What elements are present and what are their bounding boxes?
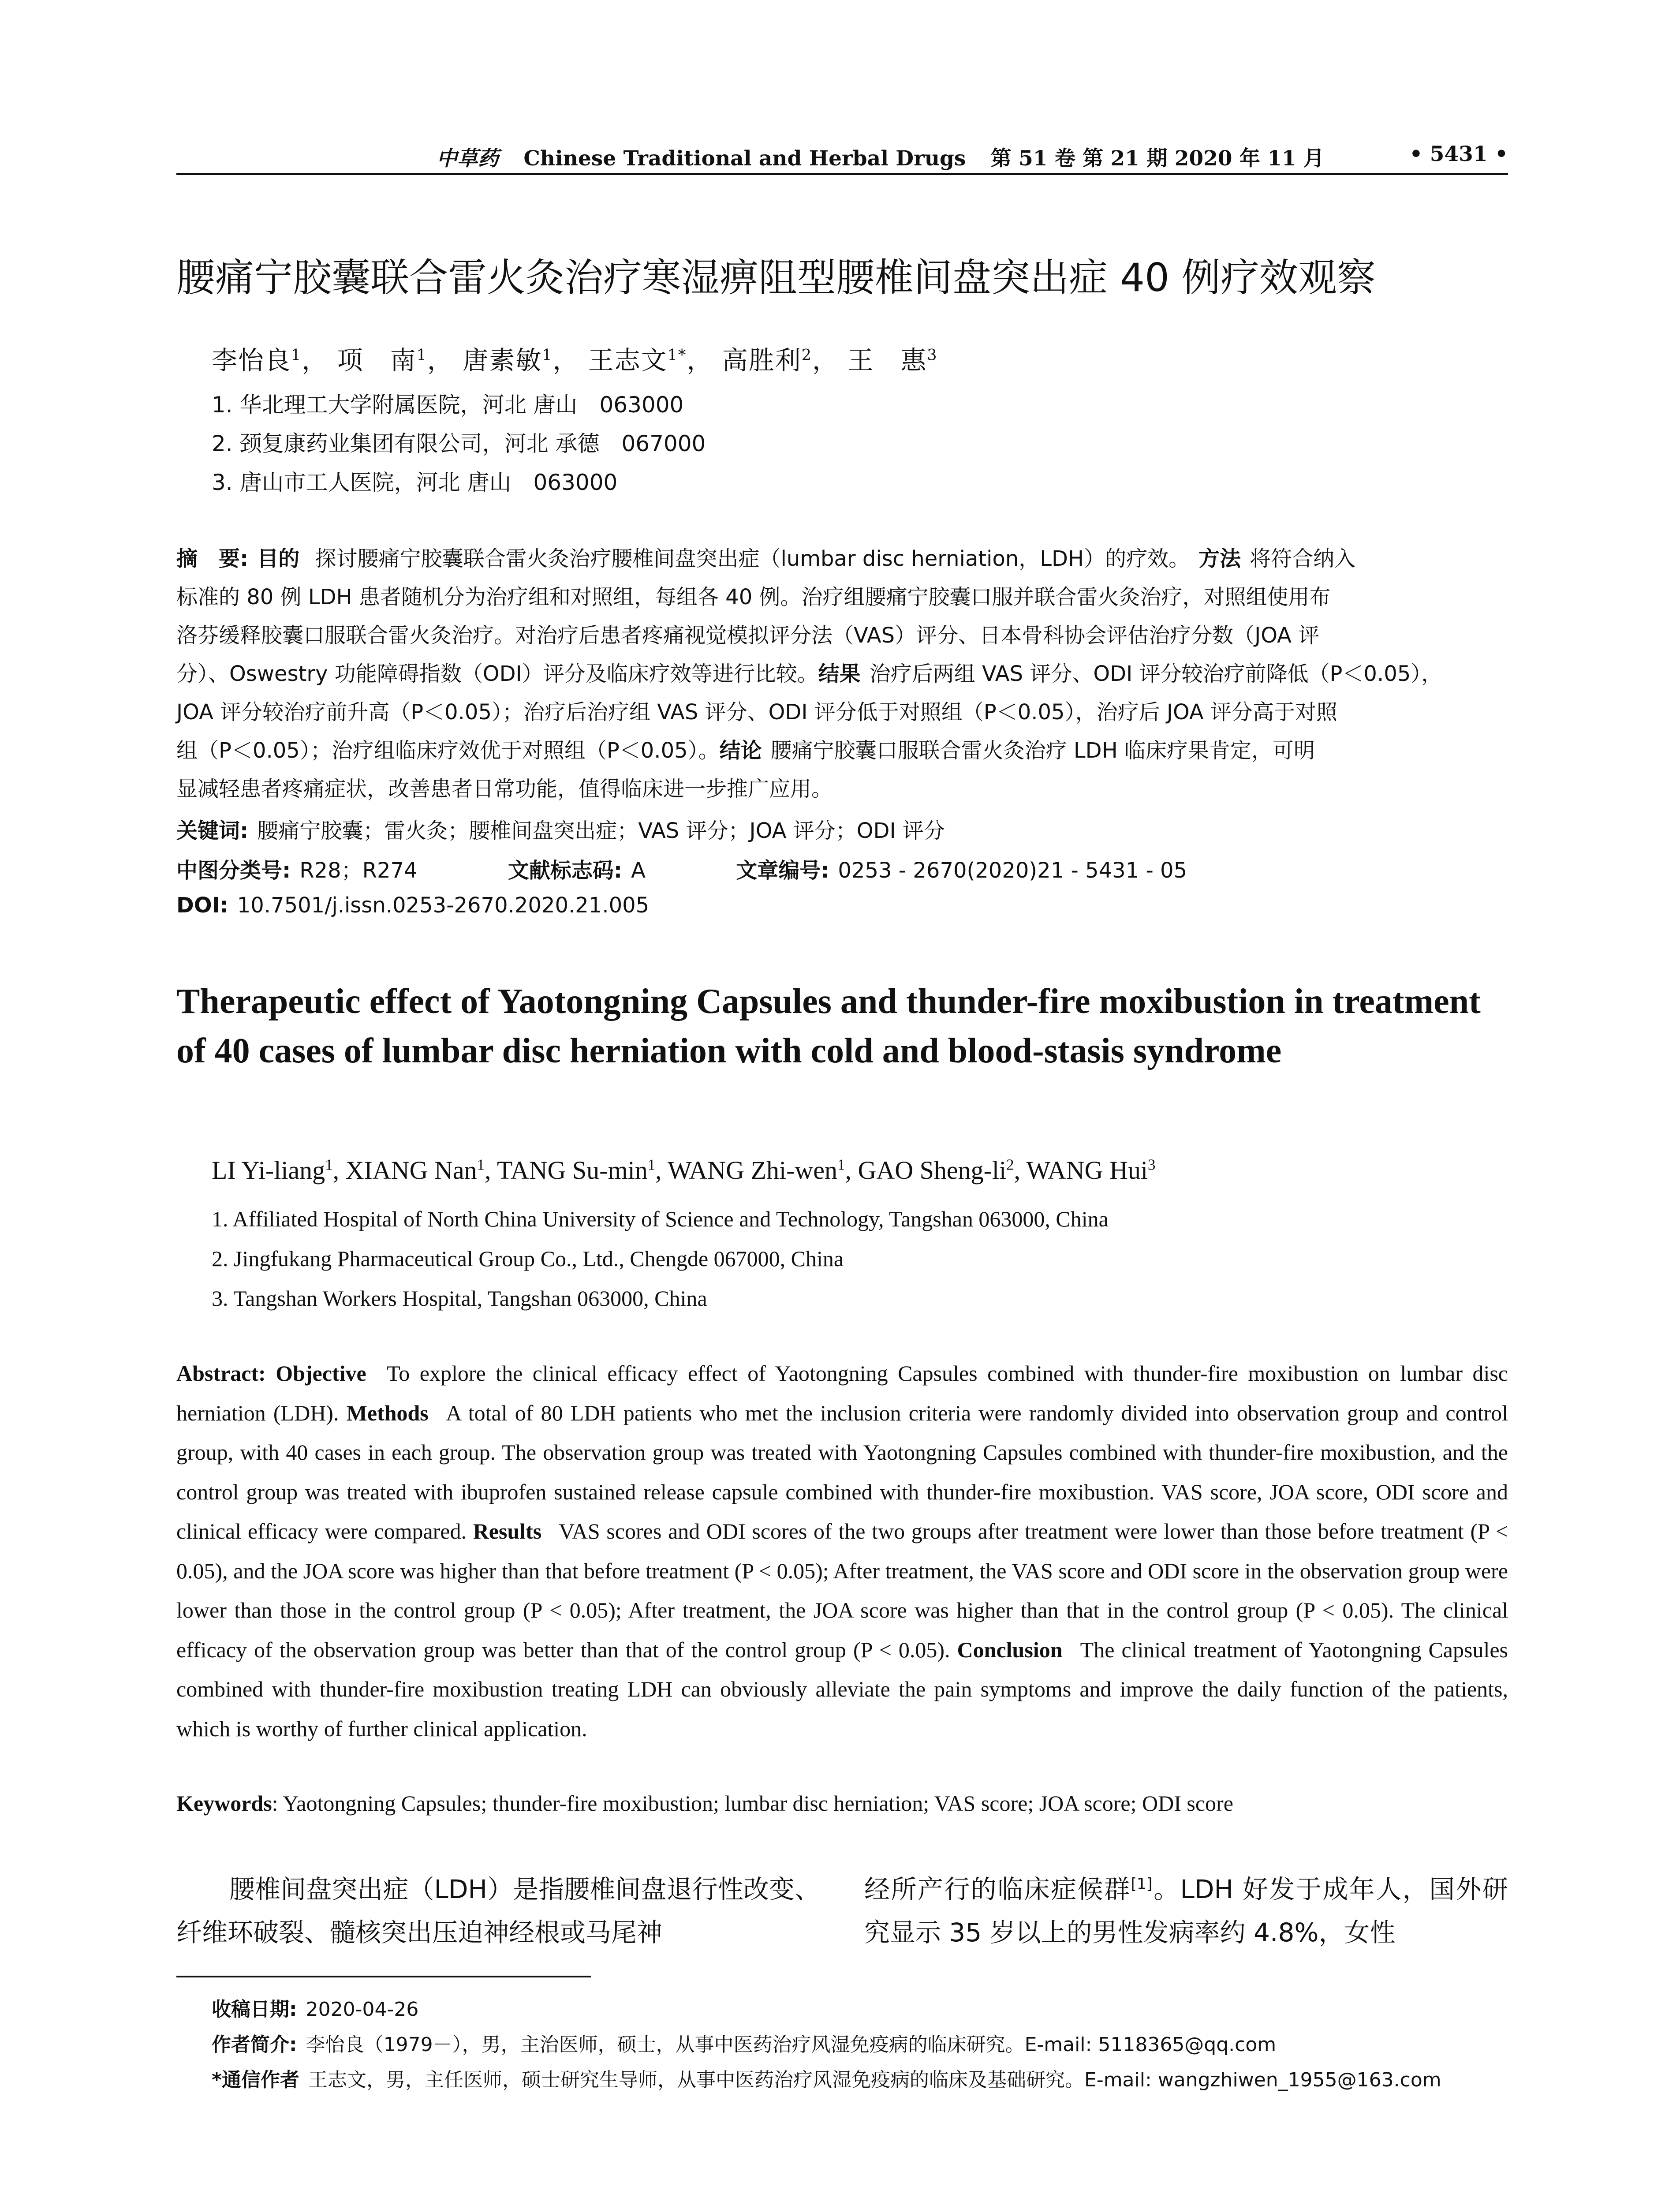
article-no-value: 0253 - 2670(2020)21 - 5431 - 05 (838, 858, 1187, 883)
doi-line (176, 893, 1508, 918)
en-author: TANG $Su-\min^1$ (497, 1156, 656, 1185)
doc-code-value: A (631, 858, 646, 883)
cn-affiliation: 2. 颈复康药业集团有限公司，河北 承德 067000 (212, 431, 706, 456)
clc-label: 中图分类号: (176, 858, 291, 883)
en-abstract-label: Abstract: Objective (176, 1361, 366, 1386)
journal-issue: 第 51 卷 第 21 期 2020 年 11 月 (990, 146, 1324, 171)
en-objective-text: To explore the clinical efficacy effect of Yaotongning Capsules combined with thunder-fire moxibustion on lumbar disc herniation (LDH). (176, 1361, 1508, 1425)
en-methods-label: Methods (346, 1400, 429, 1425)
cn-methods-label: 方法 (1198, 546, 1241, 571)
doc-code-label: 文献标志码: (508, 858, 623, 883)
en-results-text: VAS scores and ODI scores of the two groups after treatment were lower than those before treatment (P < 0.05), and the JOA score was higher than that before treatment (P < 0.05); After treatment, the VAS score and ODI score in the observation group were lower than those in the control group (P < 0.05); After treatment, the JOA score was higher than that in the control group (P < 0.05). The clinical efficacy of the observation group was better than that of the control group (P < 0.05). (176, 1519, 1508, 1662)
article-no-label: 文章编号: (736, 858, 829, 883)
journal-name: Chinese Traditional and Herbal Drugs (523, 146, 966, 171)
en-keywords (176, 1790, 1508, 1816)
en-keywords-label: Keywords (176, 1791, 272, 1816)
cn-abstract-line (176, 733, 1508, 764)
footnote-received (212, 1993, 418, 2022)
en-author: WANG Zhi-wen$^1$ (668, 1156, 845, 1185)
en-methods-text: A total of 80 LDH patients who met the inclusion criteria were randomly divided into observation group and control group, with 40 cases in each group. The observation group was treated with Yaotongning Capsules combined with thunder-fire moxibustion, and the control group was treated with ibuprofen sustained release capsule combined with thunder-fire moxibustion. VAS score, JOA score, ODI score and clinical efficacy were compared. (176, 1400, 1508, 1544)
footnote-corresponding (212, 2064, 1441, 2092)
en-author: GAO Sheng-$li^2$ (858, 1156, 1014, 1185)
author-bio-label: 作者简介: (212, 2033, 297, 2056)
cn-abstract-text: 组（P＜0.05）；治疗组临床疗效优于对照组（P＜0.05）。 (176, 738, 720, 763)
en-author-list: LI Yi-liang$^1$, XIANG Nan$^1$, TANG $Su-\min^1$, WANG Zhi-wen$^1$, GAO Sheng-$li^2$, WANG Hui$^3$ (212, 1156, 1156, 1185)
cn-abstract-line: 洛芬缓释胶囊口服联合雷火灸治疗。对治疗后患者疼痛视觉模拟评分法（VAS）评分、日本骨科协会评估治疗分数（JOA 评 (176, 623, 1320, 648)
cn-results-text: 治疗后两组 VAS 评分、ODI 评分较治疗前降低（P＜0.05）， (869, 662, 1443, 686)
en-title: Therapeutic effect of Yaotongning Capsules and thunder-fire moxibustion in treatment of 40 cases of lumbar disc herniation with cold and blood-stasis syndrome (176, 982, 1481, 1070)
cn-author: 高胜利$^2$ (722, 345, 812, 375)
cn-abstract-text: 分）、Oswestry 功能障碍指数（ODI）评分及临床疗效等进行比较。 (176, 662, 818, 686)
cn-keywords-label: 关键词: (176, 818, 249, 843)
en-author: WANG Hui$^3$ (1026, 1156, 1156, 1185)
en-results-label: Results (473, 1519, 542, 1544)
received-label: 收稿日期: (212, 1998, 297, 2021)
en-affiliation: 1. Affiliated Hospital of North China University of Science and Technology, Tangshan 063000, China (212, 1207, 1109, 1231)
header-rule (176, 173, 1508, 175)
corresponding-label: *通信作者 (212, 2069, 300, 2091)
footnote-author (212, 2029, 1276, 2057)
cn-keywords-text: 腰痛宁胶囊；雷火灸；腰椎间盘突出症；VAS 评分；JOA 评分；ODI 评分 (257, 818, 945, 843)
cn-abstract-line (176, 657, 1508, 687)
cn-title: 腰痛宁胶囊联合雷火灸治疗寒湿痹阻型腰椎间盘突出症 40 例疗效观察 (176, 255, 1376, 300)
cn-objective-label: 目的 (257, 546, 300, 571)
cn-classification (176, 853, 1508, 884)
cn-abstract-line: JOA 评分较治疗前升高（P＜0.05）；治疗后治疗组 VAS 评分、ODI 评分低于对照组（P＜0.05），治疗后 JOA 评分高于对照 (176, 700, 1338, 725)
cn-abstract-line: 显减轻患者疼痛症状，改善患者日常功能，值得临床进一步推广应用。 (176, 777, 833, 801)
en-affiliation: 3. Tangshan Workers Hospital, Tangshan 063000, China (212, 1286, 707, 1311)
cn-conclusion-label: 结论 (719, 738, 762, 763)
en-keywords-text: : Yaotongning Capsules; thunder-fire moxibustion; lumbar disc herniation; VAS score; JOA score; ODI score (272, 1791, 1233, 1816)
cn-abstract-label: 摘 要: (176, 546, 249, 571)
doi-label: DOI: (176, 893, 228, 918)
running-header (176, 142, 1508, 177)
cn-author: 唐素敏$^1$ (463, 345, 553, 375)
en-conclusion-label: Conclusion (957, 1637, 1063, 1662)
journal-brand: 中草药 (437, 146, 499, 171)
cn-affiliation: 1. 华北理工大学附属医院，河北 唐山 063000 (212, 392, 684, 418)
received-date: 2020-04-26 (306, 1998, 419, 2021)
en-author: XIANG Nan$^1$ (345, 1156, 485, 1185)
cn-abstract-line (176, 542, 1508, 572)
journal-line (437, 142, 1324, 172)
cn-author: 项 南$^1$ (337, 345, 427, 375)
cn-author: 王 惠$^3$ (847, 345, 938, 375)
en-author: LI Yi-liang$^1$ (212, 1156, 333, 1185)
body-text: 经所产行的临床症候群 (864, 1874, 1131, 1904)
en-abstract (176, 1354, 1508, 1749)
doi-value: 10.7501/j.issn.0253-2670.2020.21.005 (237, 893, 650, 918)
cn-abstract-line: 标准的 80 例 LDH 患者随机分为治疗组和对照组，每组各 40 例。治疗组腰痛宁胶囊口服并联合雷火灸治疗，对照组使用布 (176, 585, 1331, 609)
cn-author: 王志文$^{1*}$ (588, 345, 687, 375)
cn-conclusion-text: 腰痛宁胶囊口服联合雷火灸治疗 LDH 临床疗果肯定，可明 (770, 738, 1315, 763)
cn-author: 李怡良$^1$ (212, 345, 302, 375)
citation-ref: [1] (1131, 1875, 1153, 1893)
cn-objective-text: 探讨腰痛宁胶囊联合雷火灸治疗腰椎间盘突出症（lumbar disc herniation，LDH）的疗效。 (315, 546, 1190, 571)
en-conclusion-text: The clinical treatment of Yaotongning Capsules combined with thunder-fire moxibustion treating LDH can obviously alleviate the pain symptoms and improve the daily function of the patients, which is worthy of further clinical application. (176, 1637, 1508, 1741)
cn-results-label: 结果 (818, 662, 861, 686)
author-bio: 李怡良（1979－），男，主治医师，硕士，从事中医药治疗风湿免疫病的临床研究。E-mail: 5118365@qq.com (306, 2033, 1277, 2056)
cn-author-list: 李怡良$^1$， 项 南$^1$， 唐素敏$^1$， 王志文$^{1*}$， 高胜利$^2$， 王 惠$^3$ (212, 345, 938, 375)
corresponding-bio: 王志文，男，主任医师，硕士研究生导师，从事中医药治疗风湿免疫病的临床及基础研究。E-mail: wangzhiwen_1955@163.com (308, 2069, 1441, 2091)
clc-value: R28；R274 (299, 858, 418, 883)
cn-methods-text: 将符合纳入 (1250, 546, 1356, 571)
body-text: 。LDH 好发于成年人，国外研究显示 35 岁以上的男性发病率约 4.8%，女性 (864, 1874, 1508, 1947)
page-number: • 5431 • (1409, 142, 1508, 166)
cn-affiliation: 3. 唐山市工人医院，河北 唐山 063000 (212, 470, 618, 495)
cn-keywords (176, 814, 1508, 844)
en-affiliation: 2. Jingfukang Pharmaceutical Group Co., Ltd., Chengde 067000, China (212, 1246, 844, 1271)
body-column-left: 腰椎间盘突出症（LDH）是指腰椎间盘退行性改变、纤维环破裂、髓核突出压迫神经根或马尾神 (176, 1874, 820, 1947)
body-column-right (864, 1868, 1508, 1954)
footnote-rule (176, 1976, 591, 1977)
